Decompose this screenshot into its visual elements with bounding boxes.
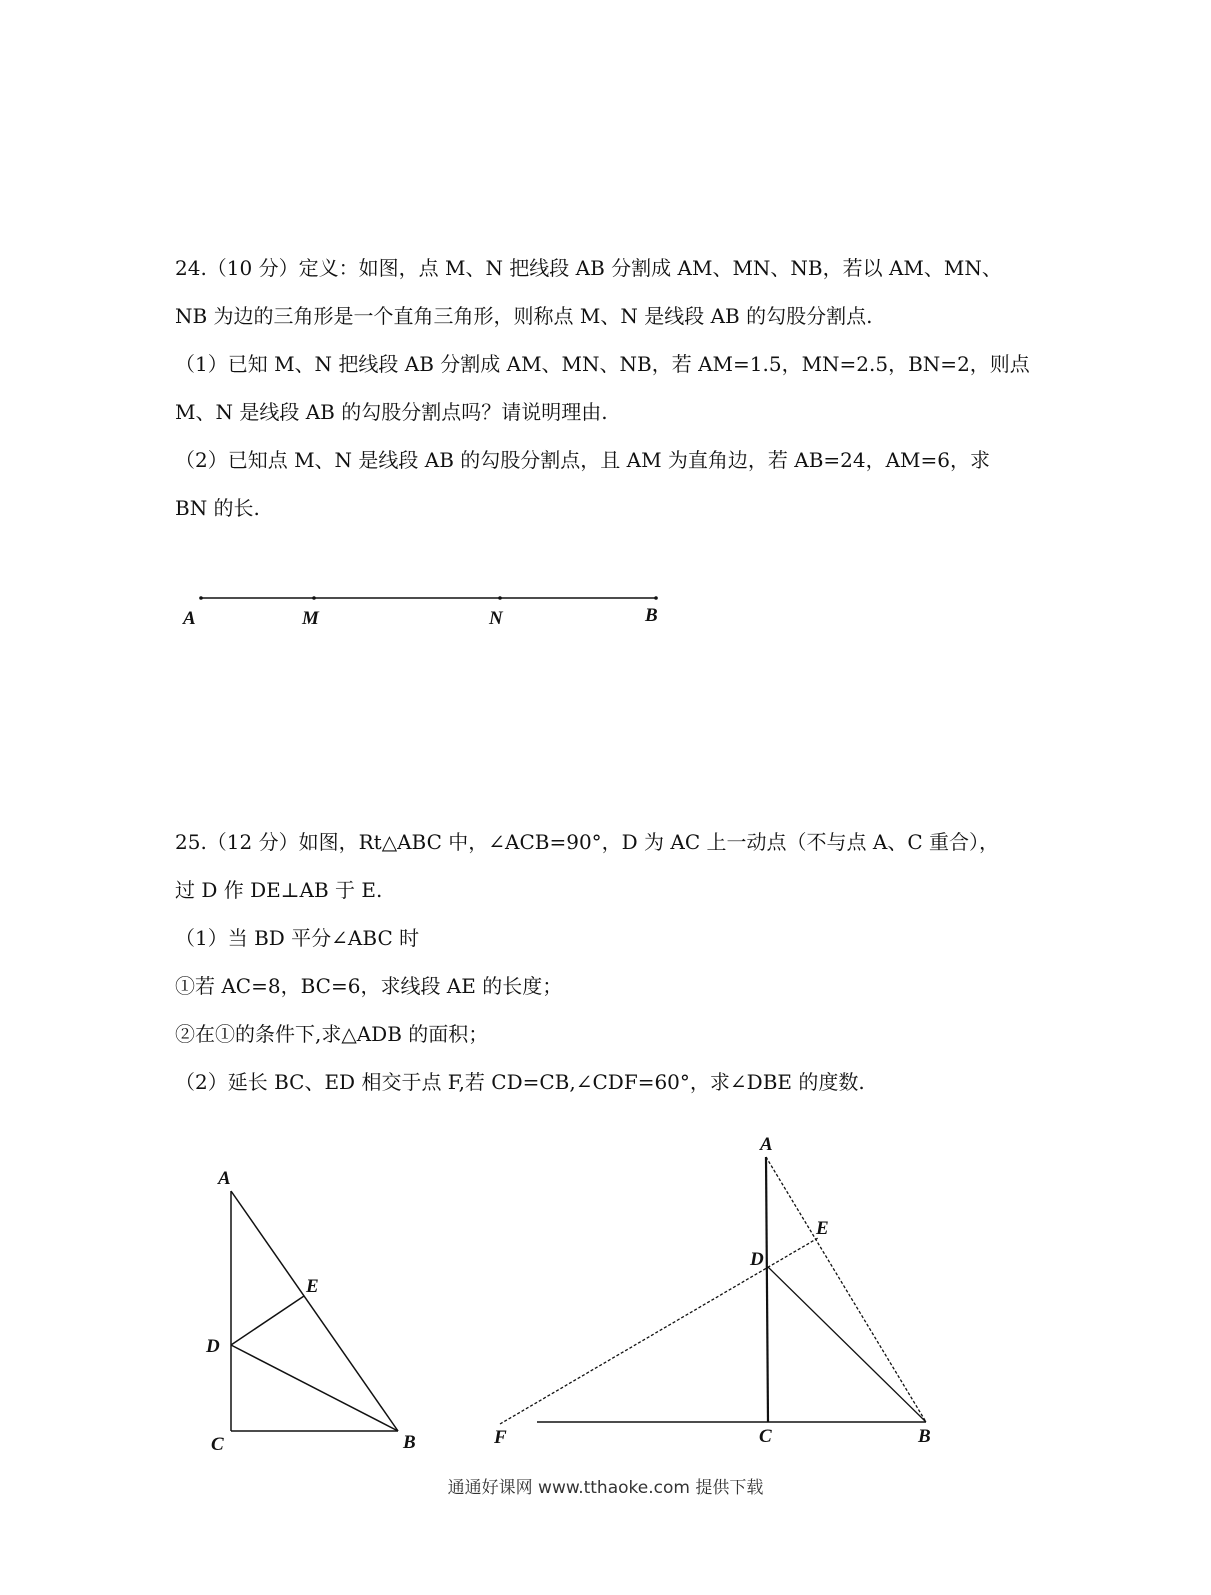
q25-line-6: （2）延长 BC、ED 相交于点 F,若 CD=CB,∠CDF=60°，求∠DBE 的度数. bbox=[175, 1070, 865, 1094]
footer-watermark: 通通好课网 www.tthaoke.com 提供下载 bbox=[447, 1478, 764, 1498]
fig1-label-c: C bbox=[211, 1434, 224, 1455]
q25-line-5: ②在①的条件下,求△ADB 的面积； bbox=[175, 1022, 489, 1046]
side-ac-2 bbox=[766, 1157, 768, 1422]
q25-line-1: 25.（12 分）如图，Rt△ABC 中，∠ACB=90°，D 为 AC 上一动点（不与点 A、C 重合）， bbox=[175, 830, 999, 854]
fig1-label-e: E bbox=[306, 1276, 319, 1297]
q24-line-5: （2）已知点 M、N 是线段 AB 的勾股分割点，且 AM 为直角边，若 AB=24，AM=6，求 bbox=[175, 448, 991, 472]
fig2-label-d: D bbox=[750, 1249, 764, 1270]
q24-line-3: （1）已知 M、N 把线段 AB 分割成 AM、MN、NB，若 AM=1.5，MN=2.5，BN=2，则点 bbox=[175, 352, 1030, 376]
q25-line-3: （1）当 BD 平分∠ABC 时 bbox=[175, 926, 420, 950]
q24-line-2: NB 为边的三角形是一个直角三角形，则称点 M、N 是线段 AB 的勾股分割点. bbox=[175, 304, 873, 328]
fig1-label-d: D bbox=[206, 1336, 220, 1357]
q25-line-4: ①若 AC=8，BC=6，求线段 AE 的长度； bbox=[175, 974, 563, 998]
label-a: A bbox=[183, 608, 196, 629]
q24-line-4: M、N 是线段 AB 的勾股分割点吗？请说明理由. bbox=[175, 400, 608, 424]
q25-line-2: 过 D 作 DE⊥AB 于 E. bbox=[175, 878, 383, 902]
fig2-label-e: E bbox=[816, 1218, 829, 1239]
fig1-label-b: B bbox=[403, 1432, 416, 1453]
fig2-label-c: C bbox=[759, 1426, 772, 1447]
line-fe bbox=[500, 1238, 818, 1424]
q24-line-6: BN 的长. bbox=[175, 496, 260, 520]
side-ab-2 bbox=[766, 1157, 926, 1422]
fig2-label-f: F bbox=[494, 1427, 507, 1448]
fig2-label-b: B bbox=[918, 1426, 931, 1447]
q24-line-1: 24.（10 分）定义：如图，点 M、N 把线段 AB 分割成 AM、MN、NB，若以 AM、MN、 bbox=[175, 256, 1002, 280]
fig1-label-a: A bbox=[218, 1168, 231, 1189]
label-n: N bbox=[489, 608, 503, 629]
label-b: B bbox=[645, 605, 658, 626]
fig2-label-a: A bbox=[760, 1134, 773, 1155]
label-m: M bbox=[302, 608, 319, 629]
